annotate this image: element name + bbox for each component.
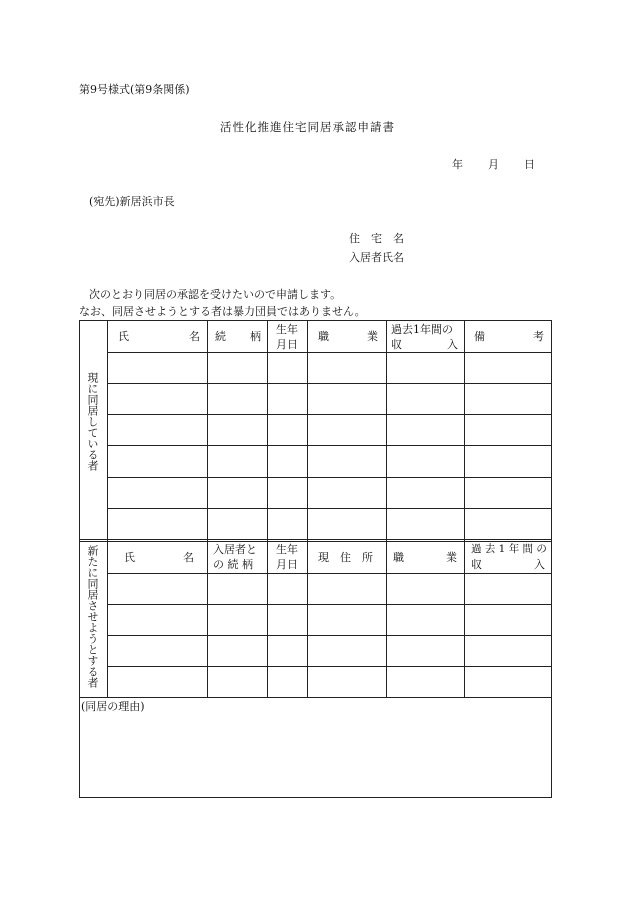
- header-relation-line1: 入居者と: [213, 543, 257, 556]
- header-income-line1: 過去1年間の: [391, 323, 453, 336]
- reason-divider: [79, 697, 552, 698]
- col-line: [267, 541, 268, 697]
- header-name: 氏 名: [118, 330, 200, 343]
- row-line: [107, 383, 552, 384]
- row-line: [107, 573, 552, 574]
- header-remarks: 備 考: [474, 330, 544, 343]
- form-title: 活性化推進住宅同居承認申請書: [220, 120, 395, 134]
- date-year-label: 年: [452, 158, 463, 171]
- header-birth-line1: 生年: [276, 543, 298, 556]
- col-line: [307, 541, 308, 697]
- header-birth-line2: 月日: [276, 558, 298, 571]
- row-line: [107, 445, 552, 446]
- row-line: [107, 414, 552, 415]
- row-line: [107, 508, 552, 509]
- row-line: [107, 352, 552, 353]
- row-line: [107, 477, 552, 478]
- resident-name-label: 入居者氏名: [349, 251, 404, 264]
- section-divider: [79, 541, 552, 542]
- addressee: (宛先)新居浜市長: [89, 195, 175, 208]
- row-line: [107, 604, 552, 605]
- date-month-label: 月: [488, 158, 499, 171]
- col-line: [386, 541, 387, 697]
- declaration-statement: なお、同居させようとする者は暴力団員ではありません。: [79, 305, 366, 318]
- header-birth-line1: 生年: [276, 323, 298, 336]
- form-number: 第9号様式(第9条関係): [79, 83, 190, 96]
- header-income-line2: 収 入: [391, 338, 458, 351]
- header-income-line1: 過 去 1 年 間 の: [471, 543, 547, 555]
- house-name-label: 住 宅 名: [349, 232, 404, 245]
- header-job: 職 業: [393, 551, 457, 564]
- col-line: [207, 541, 208, 697]
- date-day-label: 日: [524, 158, 535, 171]
- row-line: [107, 666, 552, 667]
- reason-label: (同居の理由): [81, 700, 145, 713]
- header-relation-line2: の 続 柄: [213, 558, 253, 571]
- header-name: 氏 名: [124, 551, 194, 564]
- col-line: [464, 541, 465, 697]
- row-line: [107, 635, 552, 636]
- header-job: 職 業: [318, 330, 378, 343]
- header-birth-line2: 月日: [276, 338, 298, 351]
- new-cohabitants-label: 新たに同居させようとする者: [86, 545, 99, 688]
- request-statement: 次のとおり同居の承認を受けたいので申請します。: [89, 288, 342, 301]
- header-income-line2: 収 入: [471, 558, 545, 571]
- header-relation: 続 柄: [215, 330, 261, 343]
- current-cohabitants-label: 現に同居している者: [86, 372, 99, 471]
- section-divider: [79, 539, 552, 540]
- header-address: 現 住 所: [318, 551, 373, 564]
